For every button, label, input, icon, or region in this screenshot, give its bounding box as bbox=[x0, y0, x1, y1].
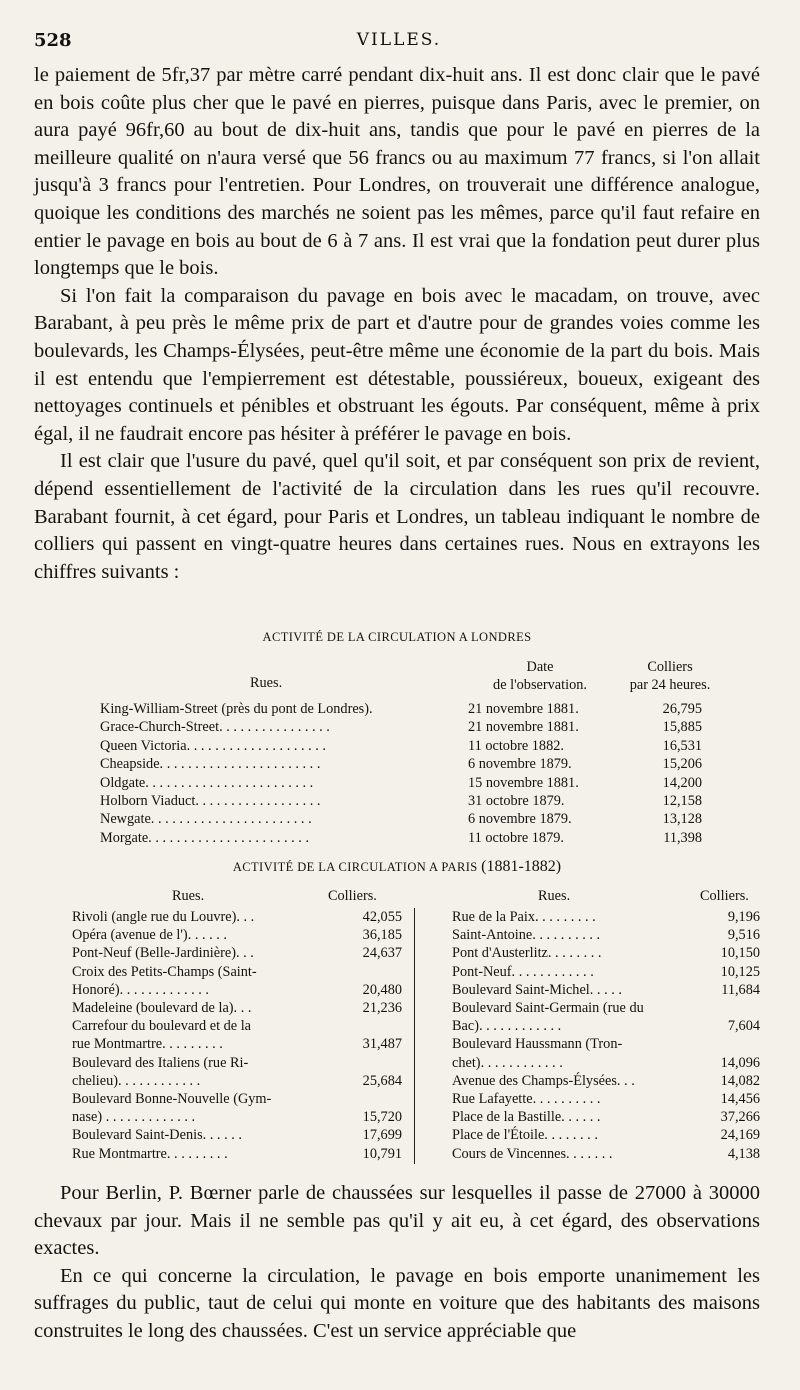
colliers-count: 14,456 bbox=[720, 1091, 760, 1108]
paris-left-column bbox=[72, 888, 402, 1163]
table-row bbox=[452, 1126, 760, 1144]
london-table-header bbox=[100, 658, 711, 700]
street-name: King-William-Street (près du pont de Londres). bbox=[100, 701, 373, 717]
observation-date: 6 novembre 1879. bbox=[468, 756, 572, 773]
street-name: Boulevard Bonne-Nouvelle (Gym- nase) . . . . . . . . . . . . . bbox=[72, 1091, 272, 1126]
colliers-count: 9,516 bbox=[727, 927, 760, 944]
colliers-count: 10,125 bbox=[720, 963, 760, 980]
street-name: Boulevard Saint-Germain (rue du Bac). . . . . . . . . . . . bbox=[452, 1000, 644, 1035]
colliers-count: 7,604 bbox=[727, 1018, 760, 1035]
colliers-count: 14,082 bbox=[720, 1072, 760, 1089]
table-row bbox=[452, 926, 760, 944]
london-table-title: ACTIVITÉ DE LA CIRCULATION A LONDRES bbox=[262, 630, 532, 644]
observation-date: 11 octobre 1879. bbox=[468, 829, 564, 846]
table-row bbox=[100, 810, 708, 828]
page-number: 528 bbox=[34, 30, 72, 51]
table-row bbox=[100, 774, 708, 792]
intro-text bbox=[34, 62, 760, 586]
table-row bbox=[452, 1108, 760, 1126]
street-name: Carrefour du boulevard et de la rue Montmartre. . . . . . . . . bbox=[72, 1018, 252, 1053]
table-row bbox=[100, 737, 708, 755]
paris-table-title-text: ACTIVITÉ DE LA CIRCULATION A PARIS bbox=[232, 860, 478, 874]
street-name: Cours de Vincennes. . . . . . . bbox=[452, 1145, 613, 1162]
table-row bbox=[72, 944, 402, 962]
observation-date: 11 octobre 1882. bbox=[468, 737, 564, 754]
london-table-body bbox=[100, 700, 708, 847]
paris-right-body bbox=[452, 908, 760, 1163]
street-name: Boulevard Haussmann (Tron- chet). . . . . . . . . . . . bbox=[452, 1036, 623, 1071]
paris-left-body bbox=[72, 908, 402, 1163]
table-row bbox=[452, 981, 760, 999]
street-name: Boulevard Saint-Denis. . . . . . bbox=[72, 1127, 242, 1144]
street-name: Rue Lafayette. . . . . . . . . . bbox=[452, 1091, 601, 1108]
colliers-count: 4,138 bbox=[727, 1145, 760, 1162]
table-row bbox=[100, 700, 708, 718]
table-row bbox=[72, 908, 402, 926]
col-header-colliers: Colliers. bbox=[328, 888, 377, 904]
paris-table-title bbox=[34, 858, 760, 876]
colliers-count: 24,637 bbox=[362, 945, 402, 962]
table-row bbox=[72, 1126, 402, 1144]
table-row bbox=[100, 792, 708, 810]
street-name: Boulevard Saint-Michel. . . . . bbox=[452, 981, 622, 998]
colliers-count: 26,795 bbox=[662, 701, 702, 717]
table-row bbox=[452, 944, 760, 962]
street-name: Place de l'Étoile. . . . . . . . bbox=[452, 1127, 598, 1144]
colliers-count: 15,885 bbox=[662, 719, 702, 736]
street-name: Cheapside. . . . . . . . . . . . . . . . . . . . . . . bbox=[100, 756, 321, 773]
colliers-count: 24,169 bbox=[720, 1127, 760, 1144]
paris-table-years: (1881-1882) bbox=[481, 858, 562, 875]
colliers-count: 36,185 bbox=[362, 927, 402, 944]
observation-date: 15 novembre 1881. bbox=[468, 774, 579, 791]
colliers-count: 15,206 bbox=[662, 756, 702, 773]
colliers-count: 20,480 bbox=[362, 981, 402, 998]
col-header-streets: Rues. bbox=[538, 888, 571, 904]
closing-text bbox=[34, 1180, 760, 1346]
table-row bbox=[452, 1145, 760, 1163]
colliers-count: 14,096 bbox=[720, 1054, 760, 1071]
colliers-count: 11,398 bbox=[663, 829, 702, 846]
observation-date: 6 novembre 1879. bbox=[468, 811, 572, 828]
street-name: Rue de la Paix. . . . . . . . . bbox=[452, 909, 596, 925]
colliers-count: 14,200 bbox=[662, 774, 702, 791]
paris-right-column bbox=[452, 888, 760, 1163]
table-row bbox=[72, 1054, 402, 1090]
street-name: Rue Montmartre. . . . . . . . . bbox=[72, 1145, 228, 1162]
paragraph: En ce qui concerne la circulation, le pavage en bois emporte unanimement les suffrages du public, taut de celui qui monte en voiture que des habitants des maisons construites le long des chaussées. C'est un service appréciable que bbox=[34, 1264, 760, 1342]
colliers-count: 12,158 bbox=[662, 792, 702, 809]
street-name: Newgate. . . . . . . . . . . . . . . . . . . . . . . bbox=[100, 811, 312, 828]
colliers-count: 31,487 bbox=[362, 1036, 402, 1053]
table-row bbox=[72, 999, 402, 1017]
london-table bbox=[100, 658, 711, 847]
street-name: Grace-Church-Street. . . . . . . . . . . . . . . . bbox=[100, 719, 330, 736]
table-row bbox=[452, 963, 760, 981]
street-name: Morgate. . . . . . . . . . . . . . . . . . . . . . . bbox=[100, 829, 310, 846]
running-head bbox=[34, 30, 764, 58]
street-name: Croix des Petits-Champs (Saint- Honoré). . . . . . . . . . . . . bbox=[72, 963, 257, 998]
colliers-count: 17,699 bbox=[362, 1127, 402, 1144]
street-name: Madeleine (boulevard de la). . . bbox=[72, 1000, 252, 1017]
table-row bbox=[100, 718, 708, 736]
observation-date: 31 octobre 1879. bbox=[468, 792, 565, 809]
street-name: Saint-Antoine. . . . . . . . . . bbox=[452, 927, 601, 944]
table-row bbox=[100, 829, 708, 847]
colliers-count: 25,684 bbox=[362, 1072, 402, 1089]
table-row bbox=[72, 1145, 402, 1163]
colliers-count: 9,196 bbox=[727, 909, 760, 925]
colliers-count: 15,720 bbox=[362, 1109, 402, 1126]
colliers-count: 37,266 bbox=[720, 1109, 760, 1126]
colliers-count: 10,791 bbox=[362, 1145, 402, 1162]
street-name: Opéra (avenue de l'). . . . . . bbox=[72, 927, 228, 944]
street-name: Pont-Neuf. . . . . . . . . . . . bbox=[452, 963, 594, 980]
colliers-count: 13,128 bbox=[662, 811, 702, 828]
paragraph: Il est clair que l'usure du pavé, quel qu'il soit, et par conséquent son prix de revient, dépend essentiellement de l'activité de la circulation dans les rues qu'il recouvre. Barabant fournit, à cet égard, pour Paris et Londres, un tableau indiquant le nombre de colliers qui passent en vingt-quatre heures dans certaines rues. Nous en extrayons les chiffres suivants : bbox=[34, 450, 760, 583]
street-name: Queen Victoria. . . . . . . . . . . . . . . . . . . . bbox=[100, 737, 327, 754]
street-name: Boulevard des Italiens (rue Ri- chelieu). . . . . . . . . . . . bbox=[72, 1054, 249, 1089]
colliers-count: 42,055 bbox=[362, 909, 402, 925]
col-header-colliers: Colliers par 24 heures. bbox=[629, 659, 711, 693]
table-row bbox=[100, 755, 708, 773]
street-name: Place de la Bastille. . . . . . bbox=[452, 1109, 601, 1126]
street-name: Holborn Viaduct. . . . . . . . . . . . . . . . . . bbox=[100, 792, 321, 809]
paragraph: Pour Berlin, P. Bœrner parle de chaussées sur lesquelles il passe de 27000 à 30000 chevaux par jour. Mais il ne semble pas qu'il y ait eu, à cet égard, des observations exactes. bbox=[34, 1182, 760, 1260]
column-divider bbox=[414, 908, 415, 1164]
table-row bbox=[72, 963, 402, 999]
col-header-streets: Rues. bbox=[250, 675, 283, 691]
col-header-colliers: Colliers. bbox=[700, 888, 749, 904]
col-header-date: Date de l'observation. bbox=[493, 659, 587, 693]
table-row bbox=[72, 1017, 402, 1053]
table-row bbox=[72, 926, 402, 944]
colliers-count: 21,236 bbox=[362, 1000, 402, 1017]
table-row bbox=[72, 1090, 402, 1126]
street-name: Rivoli (angle rue du Louvre). . . bbox=[72, 909, 255, 925]
paragraph: le paiement de 5fr,37 par mètre carré pendant dix-huit ans. Il est donc clair que le pavé en bois coûte plus cher que le pavé en pierres, puisque dans Paris, avec le premier, on aura payé 96fr,60 au bout de dix-huit ans, tandis que pour le pavé en pierres de la meilleure qualité on n'aura versé que 56 francs ou au maximum 77 francs, si l'on allait jusqu'à 3 francs pour l'entretien. Pour Londres, on trouverait une différence analogue, quoique les conditions des marchés ne soient pas les mêmes, parce qu'il faut refaire en entier le pavage en bois au bout de 6 à 7 ans. Il est vrai que la fondation peut durer plus longtemps que le bois. bbox=[34, 64, 760, 280]
col-header-streets: Rues. bbox=[172, 888, 205, 904]
street-name: Oldgate. . . . . . . . . . . . . . . . . . . . . . . . bbox=[100, 774, 314, 791]
running-title: VILLES. bbox=[356, 30, 442, 50]
table-row bbox=[452, 908, 760, 926]
colliers-count: 10,150 bbox=[720, 945, 760, 962]
observation-date: 21 novembre 1881. bbox=[468, 701, 579, 717]
street-name: Pont-Neuf (Belle-Jardinière). . . bbox=[72, 945, 254, 962]
table-row bbox=[452, 1035, 760, 1071]
street-name: Pont d'Austerlitz. . . . . . . . bbox=[452, 945, 602, 962]
street-name: Avenue des Champs-Élysées. . . bbox=[452, 1072, 635, 1089]
colliers-count: 16,531 bbox=[662, 737, 702, 754]
paragraph: Si l'on fait la comparaison du pavage en bois avec le macadam, on trouve, avec Barabant, à peu près le même prix de part et d'autre pour de grandes voies comme les boulevards, les Champs-Élysées, peut-être même une économie de la part du bois. Mais il est entendu que l'empierrement est détestable, poussiéreux, boueux, exigeant des nettoyages continuels et pénibles et obstruant les égouts. Par conséquent, même à prix égal, il ne faudrait encore pas hésiter à préférer le pavage en bois. bbox=[34, 284, 760, 445]
observation-date: 21 novembre 1881. bbox=[468, 719, 579, 736]
colliers-count: 11,684 bbox=[721, 981, 760, 998]
table-row bbox=[452, 1072, 760, 1090]
table-row bbox=[452, 999, 760, 1035]
table-row bbox=[452, 1090, 760, 1108]
